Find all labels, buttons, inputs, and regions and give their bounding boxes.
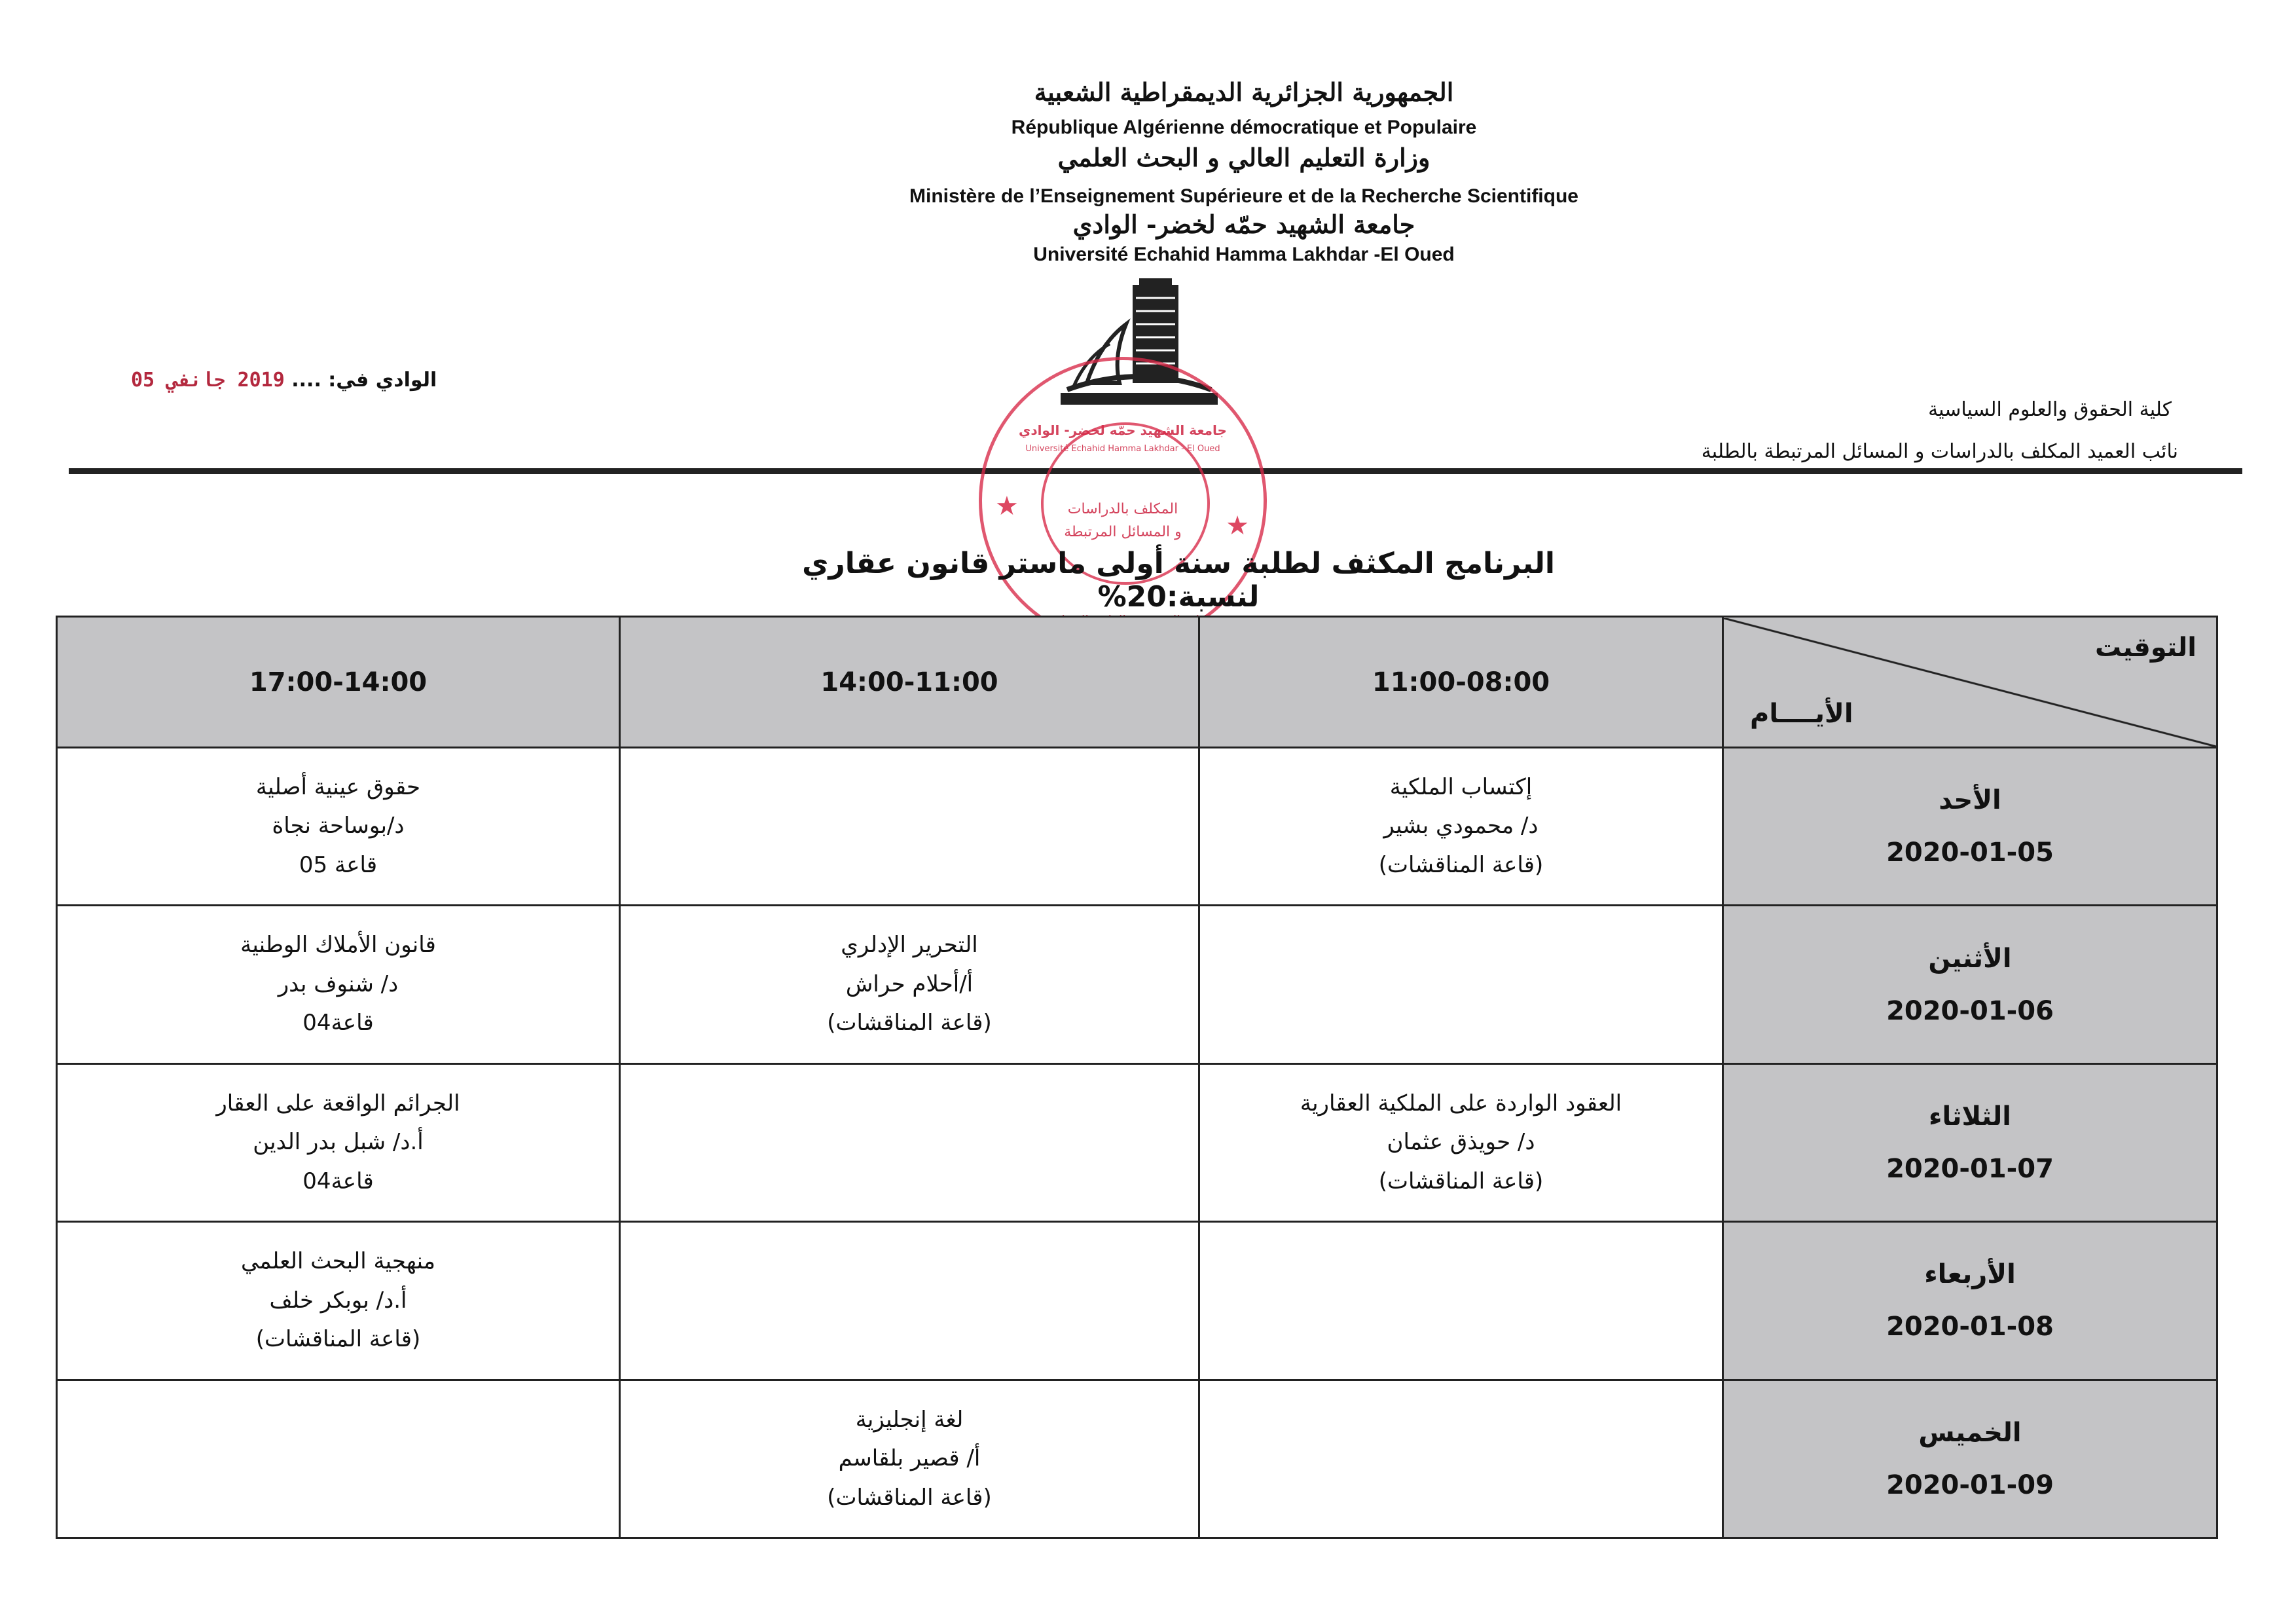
room-name: (قاعة المناقشات) <box>1378 1168 1544 1194</box>
table-header-row <box>57 617 2217 748</box>
stamp-star-icon: ★ <box>995 491 1019 521</box>
session-cell-empty <box>1199 1222 1723 1380</box>
teacher-name: د/ حويذق عثمان <box>1387 1129 1535 1156</box>
session-cell-empty <box>620 748 1199 906</box>
time-slot-header: 17:00-14:00 <box>57 617 620 748</box>
date-label: الوادي في: .... <box>291 369 437 392</box>
day-cell <box>1723 1222 2217 1380</box>
table-row <box>57 1222 2217 1380</box>
stamp-line-office: المكلف بالدراسات <box>1067 501 1178 517</box>
vice-dean-office: نائب العميد المكلف بالدراسات و المسائل المرتبطة بالطلبة <box>1701 440 2178 463</box>
teacher-name: د/ محمودي بشير <box>1383 813 1539 840</box>
day-date: 2020-01-07 <box>1886 1153 2054 1184</box>
teacher-name: أ/ قصير بلقاسم <box>838 1445 981 1472</box>
table-row <box>57 748 2217 906</box>
session-cell <box>57 906 620 1063</box>
session-cell-empty <box>620 1063 1199 1221</box>
teacher-name: د/ شنوف بدر <box>278 970 399 997</box>
day-date: 2020-01-09 <box>1886 1469 2054 1500</box>
corner-days-label: الأيــــام <box>1750 698 1853 729</box>
stamp-line-university-fr: Université Echahid Hamma Lakhdar - El Oued <box>1025 444 1220 454</box>
country-name-ar: الجمهورية الجزائرية الديمقراطية الشعبية <box>1034 77 1454 107</box>
corner-time-label: التوقيت <box>2095 632 2196 663</box>
date-line <box>131 369 437 392</box>
session-cell <box>57 748 620 906</box>
teacher-name: أ.د/ بوبكر خلف <box>269 1287 407 1314</box>
course-name: إكتساب الملكية <box>1389 773 1533 800</box>
schedule-title: البرنامج المكثف لطلبة سنة أولى ماستر قانون عقاري لنسبة:20% <box>802 547 1555 614</box>
day-cell <box>1723 906 2217 1063</box>
teacher-name: أ/أحلام حراش <box>845 970 974 997</box>
session-cell-empty <box>1199 906 1723 1063</box>
day-date: 2020-01-05 <box>1886 838 2054 868</box>
session-cell <box>1199 1063 1723 1221</box>
day-name: الأثنين <box>1928 943 2012 974</box>
corner-cell <box>1723 617 2217 748</box>
room-name: (قاعة المناقشات) <box>827 1484 992 1511</box>
course-name: قانون الأملاك الوطنية <box>240 932 436 959</box>
stamp-line-university-ar: جامعة الشهيد حمّه لخضر- الوادي <box>1019 422 1227 438</box>
date-stamp: 2019 جانفي 05 <box>131 369 285 392</box>
ministry-name-fr: Ministère de l’Enseignement Supérieure et de la Recherche Scientifique <box>909 185 1578 207</box>
country-name-fr: République Algérienne démocratique et Populaire <box>1011 117 1477 138</box>
session-cell <box>620 906 1199 1063</box>
day-name: الثلاثاء <box>1929 1101 2011 1132</box>
course-name: التحرير الإدلري <box>841 932 978 959</box>
day-name: الأربعاء <box>1924 1259 2016 1290</box>
teacher-name: د/بوساحة نجاة <box>272 813 405 840</box>
stamp-line-office-2: و المسائل المرتبطة <box>1064 524 1182 540</box>
time-slot-header: 14:00-11:00 <box>620 617 1199 748</box>
university-name-ar: جامعة الشهيد حمّه لخضر- الوادي <box>1072 210 1415 239</box>
ministry-name-ar: وزارة التعليم العالي و البحث العلمي <box>1057 143 1430 172</box>
course-name: العقود الواردة على الملكية العقارية <box>1300 1090 1622 1116</box>
session-cell-empty <box>57 1380 620 1538</box>
session-cell <box>1199 748 1723 906</box>
room-name: قاعة04 <box>302 1168 374 1194</box>
schedule-table <box>56 616 2218 1539</box>
room-name: (قاعة المناقشات) <box>255 1326 421 1353</box>
stamp-star-icon: ★ <box>1226 511 1249 541</box>
course-name: حقوق عينية أصلية <box>255 773 421 800</box>
room-name: قاعة04 <box>302 1010 374 1037</box>
day-name: الخميس <box>1918 1417 2022 1448</box>
time-slot-header: 11:00-08:00 <box>1199 617 1723 748</box>
session-cell <box>57 1063 620 1221</box>
teacher-name: أ.د/ شبل بدر الدين <box>253 1129 424 1156</box>
session-cell-empty <box>620 1222 1199 1380</box>
course-name: الجرائم الواقعة على العقار <box>216 1090 460 1116</box>
course-name: منهجية البحث العلمي <box>240 1248 436 1275</box>
room-name: (قاعة المناقشات) <box>827 1010 992 1037</box>
table-row <box>57 906 2217 1063</box>
table-row <box>57 1063 2217 1221</box>
room-name: (قاعة المناقشات) <box>1378 851 1544 878</box>
course-name: لغة إنجليزية <box>855 1406 964 1433</box>
session-cell <box>620 1380 1199 1538</box>
room-name: قاعة 05 <box>299 851 378 878</box>
table-row <box>57 1380 2217 1538</box>
session-cell <box>57 1222 620 1380</box>
session-cell-empty <box>1199 1380 1723 1538</box>
day-cell <box>1723 1063 2217 1221</box>
day-date: 2020-01-06 <box>1886 995 2054 1026</box>
day-date: 2020-01-08 <box>1886 1312 2054 1342</box>
day-cell <box>1723 1380 2217 1538</box>
university-name-fr: Université Echahid Hamma Lakhdar -El Oued <box>1033 244 1455 265</box>
day-cell <box>1723 748 2217 906</box>
day-name: الأحد <box>1939 785 2001 816</box>
faculty-name: كلية الحقوق والعلوم السياسية <box>1928 398 2172 421</box>
